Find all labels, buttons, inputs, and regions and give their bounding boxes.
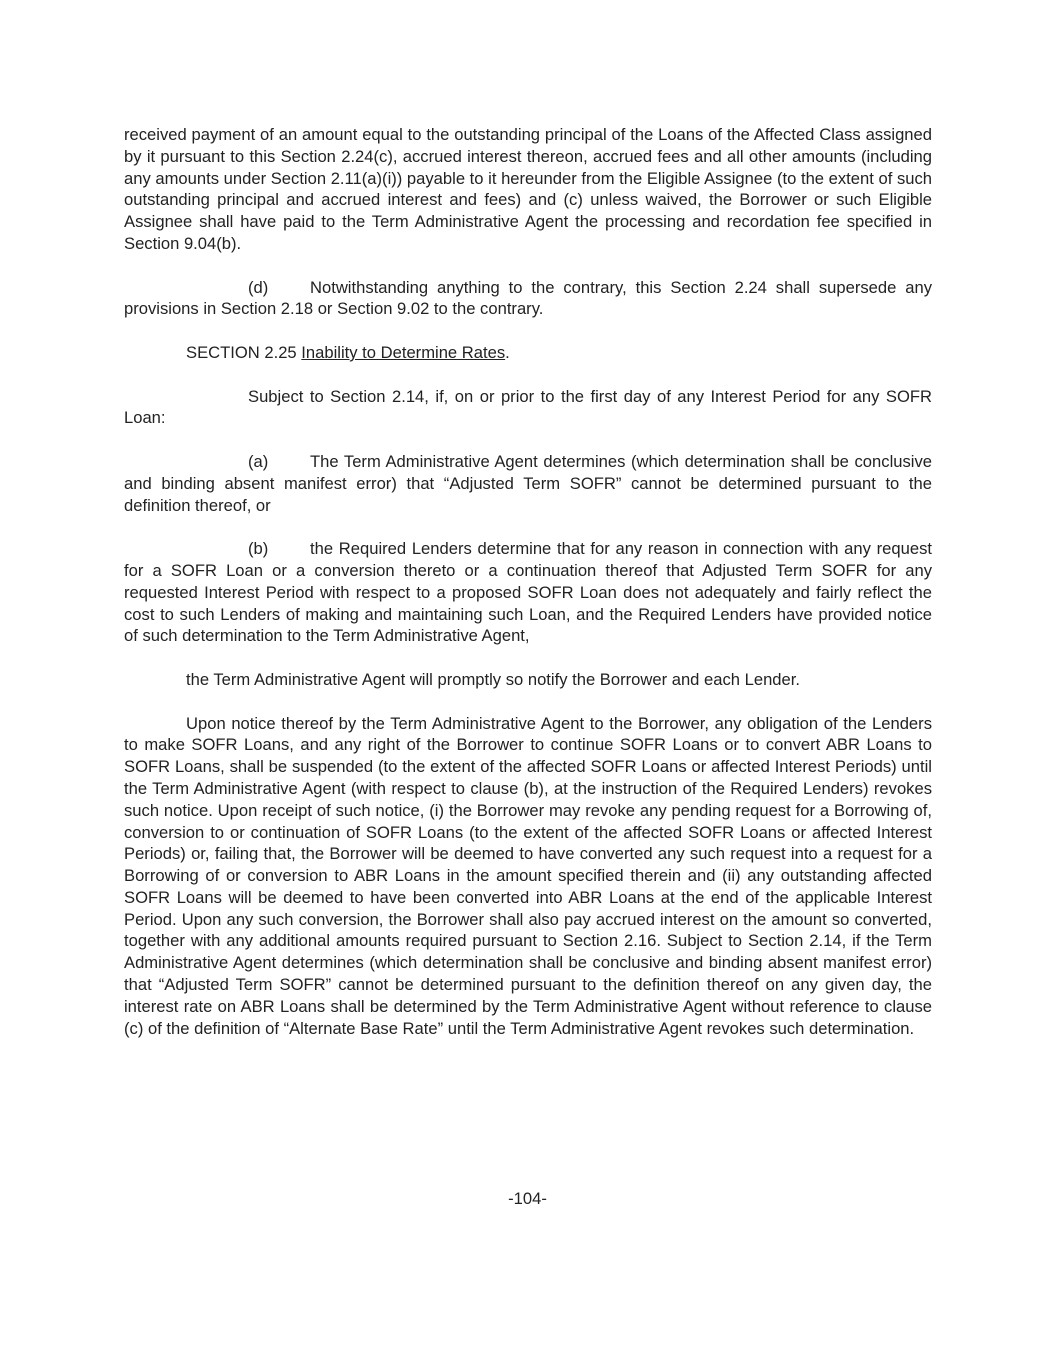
paragraph-gap bbox=[124, 320, 932, 342]
paragraph-gap bbox=[124, 516, 932, 538]
upon-notice-paragraph: Upon notice thereof by the Term Administrative Agent to the Borrower, any obligation of the Lenders to make SOFR Loans, and any right of the Borrower to continue SOFR Loans or to convert ABR Loans to SOFR Loans, shall be suspended (to the extent of the affected SOFR Loans or affected Interest Periods) until the Term Administrative Agent (with respect to clause (b), at the instruction of the Required Lenders) revokes such notice. Upon receipt of such notice, (i) the Borrower may revoke any pending request for a Borrowing of, conversion to or continuation of SOFR Loans (to the extent of the affected SOFR Loans or affected Interest Periods) or, failing that, the Borrower will be deemed to have converted any such request into a request for a Borrowing of or conversion to ABR Loans in the amount specified therein and (ii) any outstanding affected SOFR Loans will be deemed to have been converted into ABR Loans at the end of the applicable Interest Period. Upon any such conversion, the Borrower shall also pay accrued interest on the amount so converted, together with any additional amounts required pursuant to Section 2.16. Subject to Section 2.14, if the Term Administrative Agent determines (which determination shall be conclusive and binding absent manifest error) that “Adjusted Term SOFR” cannot be determined pursuant to the definition thereof on any given day, the interest rate on ABR Loans shall be determined by the Term Administrative Agent without reference to clause (c) of the definition of “Alternate Base Rate” until the Term Administrative Agent revokes such determination. bbox=[124, 713, 932, 1038]
paragraph-gap bbox=[124, 691, 932, 713]
paragraph-gap bbox=[124, 429, 932, 451]
section-heading bbox=[124, 342, 932, 364]
clause-d bbox=[124, 277, 932, 321]
page-number: -104- bbox=[508, 1189, 547, 1208]
paragraph-received-payment: received payment of an amount equal to the outstanding principal of the Loans of the Affected Class assigned by it pursuant to this Section 2.24(c), accrued interest thereon, accrued fees and all other amounts (including any amounts under Section 2.11(a)(i)) payable to it hereunder from the Eligible Assignee (to the extent of such outstanding principal and accrued interest and fees) and (c) unless waived, the Borrower or such Eligible Assignee shall have paid to the Term Administrative Agent the processing and recordation fee specified in Section 9.04(b). bbox=[124, 125, 932, 253]
section-title: Inability to Determine Rates bbox=[301, 342, 506, 362]
clause-b bbox=[124, 538, 932, 647]
clause-d-text: Notwithstanding anything to the contrary, this Section 2.24 shall supersede any provisions in Section 2.18 or Section 9.02 to the contrary. bbox=[124, 277, 932, 319]
clause-a bbox=[124, 451, 932, 516]
clause-b-label: (b) bbox=[248, 539, 269, 559]
clause-b-text: the Required Lenders determine that for any reason in connection with any request for a SOFR Loan or a conversion thereto or a continuation thereof that Adjusted Term SOFR for any requested Interest Period with respect to a proposed SOFR Loan does not adequately and fairly reflect the cost to such Lenders of making and maintaining such Loan, and the Required Lenders have provided notice of such determination to the Term Administrative Agent, bbox=[124, 539, 932, 646]
document-page bbox=[124, 124, 932, 1039]
paragraph-gap bbox=[124, 255, 932, 277]
notify-paragraph: the Term Administrative Agent will promptly so notify the Borrower and each Lender. bbox=[186, 669, 800, 689]
section-intro: Subject to Section 2.14, if, on or prior to the first day of any Interest Period for any SOFR Loan: bbox=[124, 386, 932, 428]
clause-a-text: The Term Administrative Agent determines (which determination shall be conclusive and binding absent manifest error) that “Adjusted Term SOFR” cannot be determined pursuant to the definition thereof, or bbox=[124, 451, 932, 515]
section-title-period: . bbox=[505, 342, 510, 362]
clause-a-label: (a) bbox=[248, 451, 269, 471]
section-number: SECTION 2.25 bbox=[186, 342, 297, 362]
paragraph-gap bbox=[124, 364, 932, 386]
paragraph-gap bbox=[124, 647, 932, 669]
clause-d-label: (d) bbox=[248, 277, 269, 297]
